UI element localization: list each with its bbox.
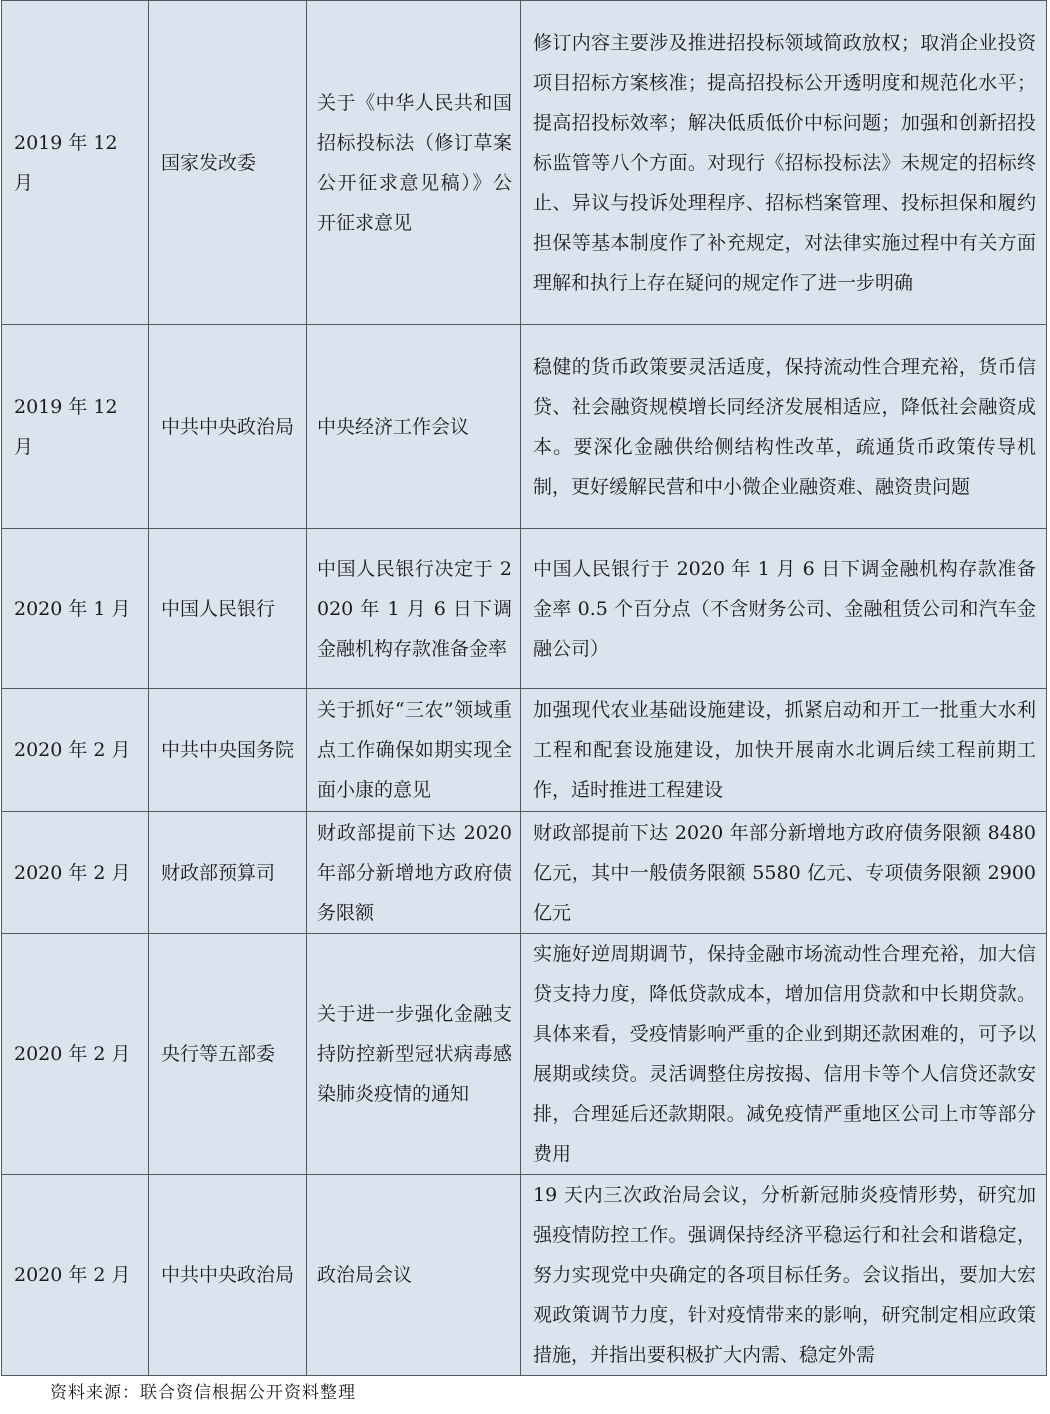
organization-cell: 财政部预算司 <box>149 812 307 934</box>
policy-table <box>1 0 1047 1376</box>
date-cell: 2020 年 2 月 <box>2 1175 149 1376</box>
organization-cell: 中共中央政治局 <box>149 325 307 529</box>
document-cell: 关于抓好“三农”领域重点工作确保如期实现全面小康的意见 <box>307 689 521 812</box>
content-cell: 19 天内三次政治局会议，分析新冠肺炎疫情形势，研究加强疫情防控工作。强调保持经济平稳运行和社会和谐稳定，努力实现党中央确定的各项目标任务。会议指出，要加大宏观政策调节力度，针对疫情带来的影响，研究制定相应政策措施，并指出要积极扩大内需、稳定外需 <box>521 1175 1047 1376</box>
document-cell: 关于进一步强化金融支持防控新型冠状病毒感染肺炎疫情的通知 <box>307 934 521 1175</box>
table-row <box>2 812 1047 934</box>
document-cell: 财政部提前下达 2020 年部分新增地方政府债务限额 <box>307 812 521 934</box>
organization-cell: 国家发改委 <box>149 1 307 325</box>
document-cell: 关于《中华人民共和国招标投标法（修订草案公开征求意见稿）》公开征求意见 <box>307 1 521 325</box>
date-cell: 2020 年 2 月 <box>2 934 149 1175</box>
organization-cell: 中国人民银行 <box>149 529 307 689</box>
content-cell: 中国人民银行于 2020 年 1 月 6 日下调金融机构存款准备金率 0.5 个百分点（不含财务公司、金融租赁公司和汽车金融公司） <box>521 529 1047 689</box>
content-cell: 修订内容主要涉及推进招投标领域简政放权；取消企业投资项目招标方案核准；提高招投标公开透明度和规范化水平；提高招投标效率；解决低质低价中标问题；加强和创新招投标监管等八个方面。对现行《招标投标法》未规定的招标终止、异议与投诉处理程序、招标档案管理、投标担保和履约担保等基本制度作了补充规定，对法律实施过程中有关方面理解和执行上存在疑问的规定作了进一步明确 <box>521 1 1047 325</box>
date-cell: 2019 年 12 月 <box>2 1 149 325</box>
content-cell: 财政部提前下达 2020 年部分新增地方政府债务限额 8480 亿元，其中一般债务限额 5580 亿元、专项债务限额 2900 亿元 <box>521 812 1047 934</box>
document-cell: 政治局会议 <box>307 1175 521 1376</box>
table-row <box>2 1 1047 325</box>
content-cell: 实施好逆周期调节，保持金融市场流动性合理充裕，加大信贷支持力度，降低贷款成本，增加信用贷款和中长期贷款。具体来看，受疫情影响严重的企业到期还款困难的，可予以展期或续贷。灵活调整住房按揭、信用卡等个人信贷还款安排，合理延后还款期限。减免疫情严重地区公司上市等部分费用 <box>521 934 1047 1175</box>
document-cell: 中央经济工作会议 <box>307 325 521 529</box>
date-cell: 2019 年 12 月 <box>2 325 149 529</box>
table-row <box>2 1175 1047 1376</box>
organization-cell: 央行等五部委 <box>149 934 307 1175</box>
table-row <box>2 689 1047 812</box>
date-cell: 2020 年 1 月 <box>2 529 149 689</box>
table-row <box>2 325 1047 529</box>
table-row <box>2 529 1047 689</box>
content-cell: 加强现代农业基础设施建设，抓紧启动和开工一批重大水利工程和配套设施建设，加快开展南水北调后续工程前期工作，适时推进工程建设 <box>521 689 1047 812</box>
date-cell: 2020 年 2 月 <box>2 689 149 812</box>
organization-cell: 中共中央国务院 <box>149 689 307 812</box>
source-note: 资料来源：联合资信根据公开资料整理 <box>50 1383 356 1403</box>
table-row <box>2 934 1047 1175</box>
content-cell: 稳健的货币政策要灵活适度，保持流动性合理充裕，货币信贷、社会融资规模增长同经济发展相适应，降低社会融资成本。要深化金融供给侧结构性改革，疏通货币政策传导机制，更好缓解民营和中小微企业融资难、融资贵问题 <box>521 325 1047 529</box>
organization-cell: 中共中央政治局 <box>149 1175 307 1376</box>
document-cell: 中国人民银行决定于 2020 年 1 月 6 日下调金融机构存款准备金率 <box>307 529 521 689</box>
date-cell: 2020 年 2 月 <box>2 812 149 934</box>
